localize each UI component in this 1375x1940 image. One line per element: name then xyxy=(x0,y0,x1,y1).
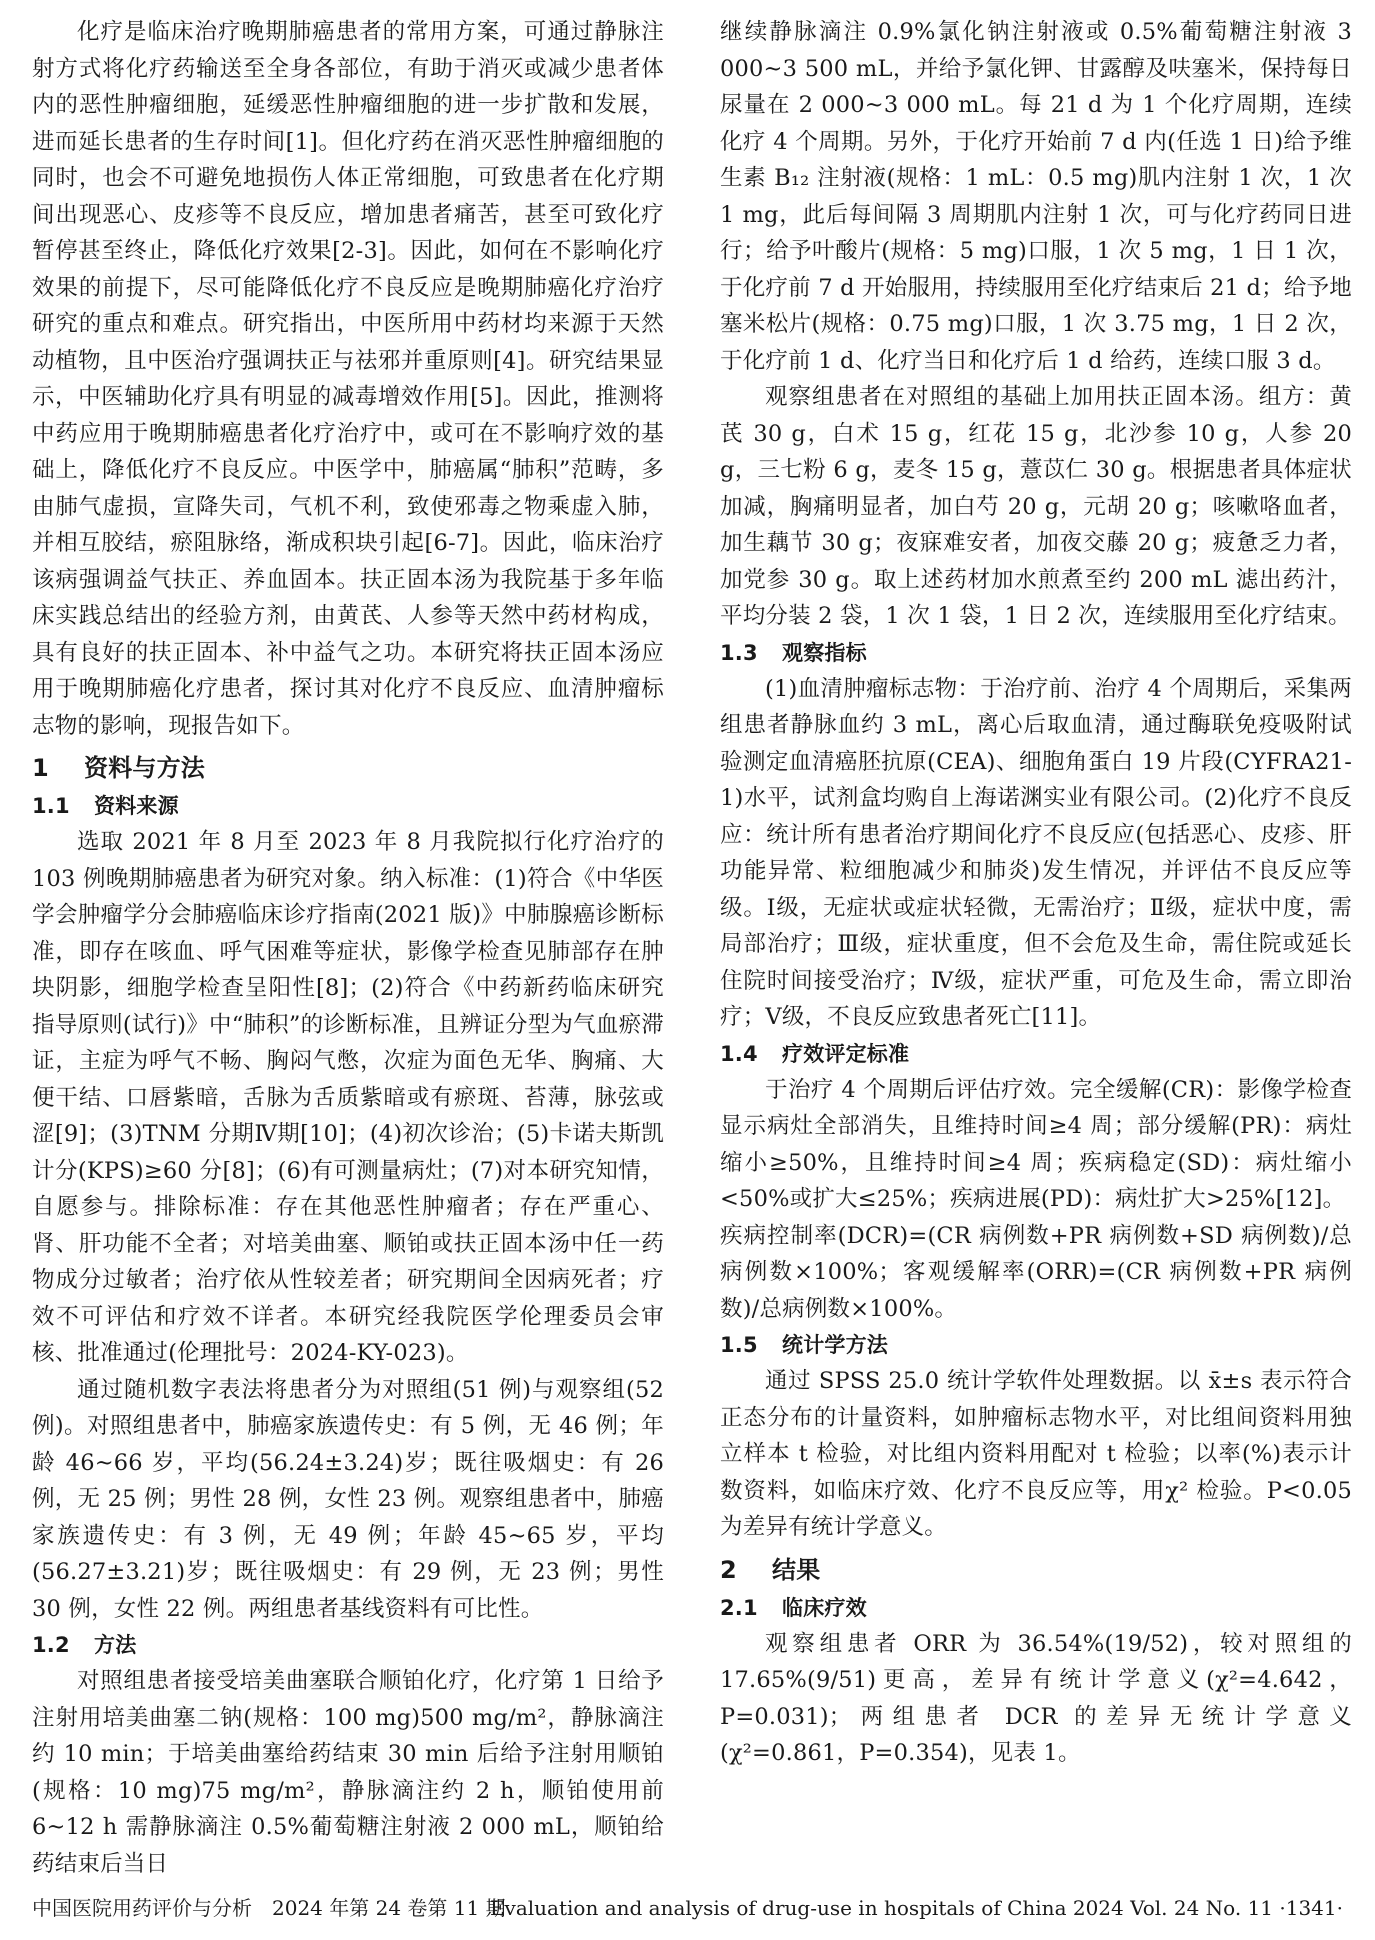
right-column xyxy=(720,14,1352,1772)
subsection-number: 1.2 xyxy=(32,1633,70,1657)
efficacy-paragraph: 于治疗 4 个周期后评估疗效。完全缓解(CR)：影像学检查显示病灶全部消失，且维持时间≥4 周；部分缓解(PR)：病灶缩小≥50%，且维持时间≥4 周；疾病稳定(SD)：病灶缩小<50%或扩大≤25%；疾病进展(PD)：病灶扩大>25%[12]。 xyxy=(720,1076,1352,1212)
section-number: 1 xyxy=(32,754,49,782)
section-heading-results xyxy=(720,1550,1352,1590)
section-heading-methods xyxy=(32,748,664,788)
subsection-number: 2.1 xyxy=(720,1595,758,1620)
indicators-paragraph: (1)血清肿瘤标志物：于治疗前、治疗 4 个周期后，采集两组患者静脉血约 3 mL，离心后取血清，通过酶联免疫吸附试验测定血清癌胚抗原(CEA)、细胞角蛋白 19 片段(CYFRA21-1)水平，试剂盒均购自上海诺渊实业有限公司。(2)化疗不良反应：统计所有患者治疗期间化疗不良反应(包括恶心、皮疹、肝功能异常、粒细胞减少和肺炎)发生情况，并评估不良反应等级。Ⅰ级，无症状或症状轻微，无需治疗；Ⅱ级，症状中度，需局部治疗；Ⅲ级，症状重度，但不会危及生命，需住院或延长住院时间接受治疗；Ⅳ级，症状严重，可危及生命，需立即治疗；Ⅴ级，不良反应致患者死亡[11]。 xyxy=(720,675,1352,1030)
subsection-title: 疗效评定标准 xyxy=(782,1041,910,1066)
subsection-heading-methods xyxy=(32,1627,664,1663)
formula-paragraph: 疾病控制率(DCR)=(CR 病例数+PR 病例数+SD 病例数)/总病例数×100%；客观缓解率(ORR)=(CR 病例数+PR 病例数)/总病例数×100%。 xyxy=(720,1222,1352,1322)
results-paragraph: 观察组患者 ORR 为 36.54%(19/52)，较对照组的 17.65%(9/51)更高，差异有统计学意义(χ²=4.642，P=0.031)；两组患者 DCR 的差异无统计学意义(χ²=0.861，P=0.354)，见表 1。 xyxy=(720,1630,1352,1766)
section-title: 结果 xyxy=(772,1555,821,1584)
subsection-heading-efficacy-criteria xyxy=(720,1036,1352,1072)
subsection-heading-data-source xyxy=(32,788,664,824)
grouping-paragraph: 通过随机数字表法将患者分为对照组(51 例)与观察组(52 例)。对照组患者中，肺癌家族遗传史：有 5 例，无 46 例；年龄 46~66 岁，平均(56.24±3.24)岁；既往吸烟史：有 26 例，无 25 例；男性 28 例，女性 23 例。观察组患者中，肺癌家族遗传史：有 3 例，无 49 例；年龄 45~65 岁，平均(56.27±3.21)岁；既往吸烟史：有 29 例，无 23 例；男性 30 例，女性 22 例。两组患者基线资料有可比性。 xyxy=(32,1376,664,1622)
journal-name-english: Evaluation and analysis of drug-use in hospitals of China 2024 Vol. 24 No. 11 ·1341· xyxy=(489,1896,1343,1920)
subsection-heading-clinical-efficacy xyxy=(720,1590,1352,1626)
statistics-paragraph: 通过 SPSS 25.0 统计学软件处理数据。以 x̄±s 表示符合正态分布的计量资料，如肿瘤标志物水平，对比组间资料用独立样本 t 检验，对比组内资料用配对 t 检验；以率(%)表示计数资料，如临床疗效、化疗不良反应等，用χ² 检验。P<0.05 为差异有统计学意义。 xyxy=(720,1368,1352,1540)
subsection-title: 临床疗效 xyxy=(782,1595,867,1620)
subsection-title: 方法 xyxy=(94,1633,137,1657)
subsection-heading-statistics xyxy=(720,1327,1352,1363)
section-number: 2 xyxy=(720,1555,737,1584)
subsection-heading-indicators xyxy=(720,635,1352,671)
subsection-title: 统计学方法 xyxy=(782,1333,888,1357)
section-title: 资料与方法 xyxy=(84,754,205,782)
criteria-paragraph: 选取 2021 年 8 月至 2023 年 8 月我院拟行化疗治疗的 103 例晚期肺癌患者为研究对象。纳入标准：(1)符合《中华医学会肿瘤学分会肺癌临床诊疗指南(2021 版)》中肺腺癌诊断标准，即存在咳血、呼气困难等症状，影像学检查见肺部存在肿块阴影，细胞学检查呈阳性[8]；(2)符合《中药新药临床研究指导原则(试行)》中“肺积”的诊断标准，且辨证分型为气血瘀滞证，主症为呼气不畅、胸闷气憋，次症为面色无华、胸痛、大便干结、口唇紫暗，舌脉为舌质紫暗或有瘀斑、苔薄，脉弦或涩[9]；(3)TNM 分期Ⅳ期[10]；(4)初次诊治；(5)卡诺夫斯凯计分(KPS)≥60 分[8]；(6)有可测量病灶；(7)对本研究知情，自愿参与。排除标准：存在其他恶性肿瘤者；存在严重心、肾、肝功能不全者；对培美曲塞、顺铂或扶正固本汤中任一药物成分过敏者；治疗依从性较差者；研究期间全因病死者；疗效不可评估和疗效不详者。本研究经我院医学伦理委员会审核、批准通过(伦理批号：2024-KY-023)。 xyxy=(32,829,664,1366)
left-column xyxy=(32,14,664,1882)
intro-paragraph: 化疗是临床治疗晚期肺癌患者的常用方案，可通过静脉注射方式将化疗药输送至全身各部位，有助于消灭或减少患者体内的恶性肿瘤细胞，延缓恶性肿瘤细胞的进一步扩散和发展，进而延长患者的生存时间[1]。但化疗药在消灭恶性肿瘤细胞的同时，也会不可避免地损伤人体正常细胞，可致患者在化疗期间出现恶心、皮疹等不良反应，增加患者痛苦，甚至可致化疗暂停甚至终止，降低化疗效果[2-3]。因此，如何在不影响化疗效果的前提下，尽可能降低化疗不良反应是晚期肺癌化疗治疗研究的重点和难点。研究指出，中医所用中药材均来源于天然动植物，且中医治疗强调扶正与祛邪并重原则[4]。研究结果显示，中医辅助化疗具有明显的减毒增效作用[5]。因此，推测将中药应用于晚期肺癌患者化疗治疗中，或可在不影响疗效的基础上，降低化疗不良反应。中医学中，肺癌属“肺积”范畴，多由肺气虚损，宣降失司，气机不利，致使邪毒之物乘虚入肺，并相互胶结，瘀阻脉络，渐成积块引起[6-7]。因此，临床治疗该病强调益气扶正、养血固本。扶正固本汤为我院基于多年临床实践总结出的经验方剂，由黄芪、人参等天然中药材构成，具有良好的扶正固本、补中益气之功。本研究将扶正固本汤应用于晚期肺癌化疗患者，探讨其对化疗不良反应、血清肿瘤标志物的影响，现报告如下。 xyxy=(32,19,664,739)
observation-group-paragraph: 观察组患者在对照组的基础上加用扶正固本汤。组方：黄芪 30 g，白术 15 g，红花 15 g，北沙参 10 g，人参 20 g，三七粉 6 g，麦冬 15 g，薏苡仁 30 g。根据患者具体症状加减，胸痛明显者，加白芍 20 g，元胡 20 g；咳嗽咯血者，加生藕节 30 g；夜寐难安者，加夜交藤 20 g；疲惫乏力者，加党参 30 g。取上述药材加水煎煮至约 200 mL 滤出药汁，平均分装 2 袋，1 次 1 袋，1 日 2 次，连续服用至化疗结束。 xyxy=(720,384,1352,629)
subsection-title: 观察指标 xyxy=(782,640,867,665)
subsection-number: 1.1 xyxy=(32,794,70,818)
continued-paragraph: 继续静脉滴注 0.9%氯化钠注射液或 0.5%葡萄糖注射液 3 000~3 500 mL，并给予氯化钾、甘露醇及呋塞米，保持每日尿量在 2 000~3 000 mL。每 21 d 为 1 个化疗周期，连续化疗 4 个周期。另外，于化疗开始前 7 d 内(任选 1 日)给予维生素 B₁₂ 注射液(规格：1 mL：0.5 mg)肌内注射 1 次，1 次 1 mg，此后每间隔 3 周期肌内注射 1 次，可与化疗药同日进行；给予叶酸片(规格：5 mg)口服，1 次 5 mg，1 日 1 次，于化疗前 7 d 开始服用，持续服用至化疗结束后 21 d；给予地塞米松片(规格：0.75 mg)口服，1 次 3.75 mg，1 日 2 次，于化疗前 1 d、化疗当日和化疗后 1 d 给药，连续口服 3 d。 xyxy=(720,19,1352,374)
subsection-title: 资料来源 xyxy=(94,794,179,818)
subsection-number: 1.5 xyxy=(720,1333,758,1357)
subsection-number: 1.3 xyxy=(720,640,758,665)
journal-name-chinese: 中国医院用药评价与分析 2024 年第 24 卷第 11 期 xyxy=(32,1896,506,1920)
subsection-number: 1.4 xyxy=(720,1041,758,1066)
control-group-paragraph: 对照组患者接受培美曲塞联合顺铂化疗，化疗第 1 日给予注射用培美曲塞二钠(规格：100 mg)500 mg/m²，静脉滴注约 10 min；于培美曲塞给药结束 30 min 后给予注射用顺铂(规格：10 mg)75 mg/m²，静脉滴注约 2 h，顺铂使用前 6~12 h 需静脉滴注 0.5%葡萄糖注射液 2 000 mL，顺铂给药结束后当日 xyxy=(32,1668,664,1877)
